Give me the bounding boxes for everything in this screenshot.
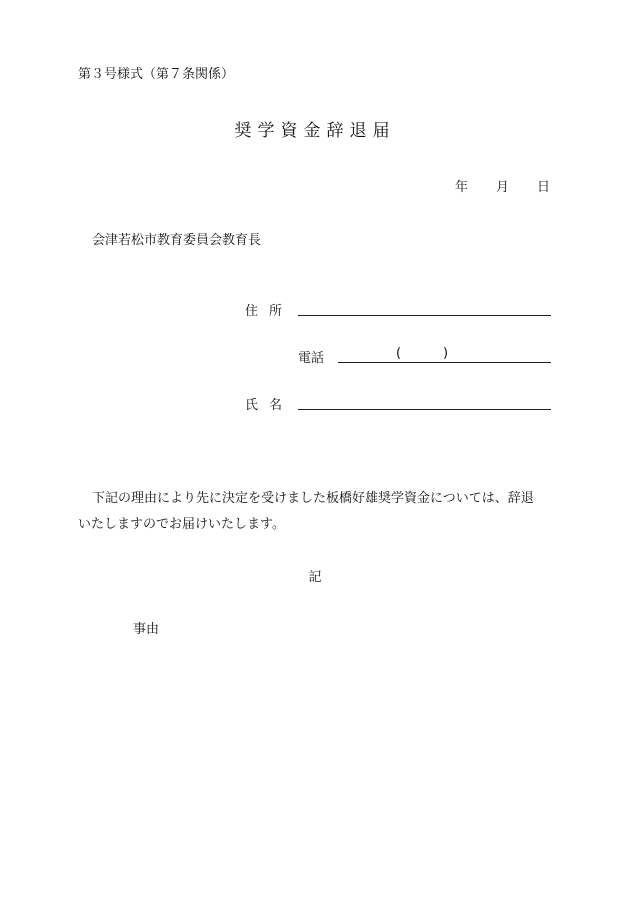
phone-field-line[interactable] [338, 362, 551, 363]
name-field-line[interactable] [298, 409, 551, 410]
ki-heading: 記 [308, 570, 322, 585]
body-line-1: 下記の理由により先に決定を受けました板橋好雄奨学資金については、辞退 [92, 491, 534, 506]
phone-area-code-close-paren: ) [443, 346, 449, 361]
body-line-2: いたしますのでお届けいたします。 [78, 517, 285, 532]
address-field-line[interactable] [298, 315, 551, 316]
reason-label: 事由 [133, 622, 160, 637]
date-month-label: 月 [496, 180, 510, 195]
date-day-label: 日 [537, 180, 551, 195]
date-row [455, 176, 550, 195]
form-number: 第３号様式（第７条関係） [78, 67, 235, 82]
addressee: 会津若松市教育委員会教育長 [92, 233, 262, 248]
name-label: 氏名 [245, 398, 294, 413]
page-title: 奨学資金辞退届 [234, 121, 396, 141]
phone-label: 電話 [298, 351, 325, 366]
address-label: 住所 [245, 304, 294, 319]
date-year-label: 年 [455, 180, 469, 195]
phone-area-code-open-paren: ( [396, 346, 402, 361]
body-paragraph [78, 486, 554, 538]
